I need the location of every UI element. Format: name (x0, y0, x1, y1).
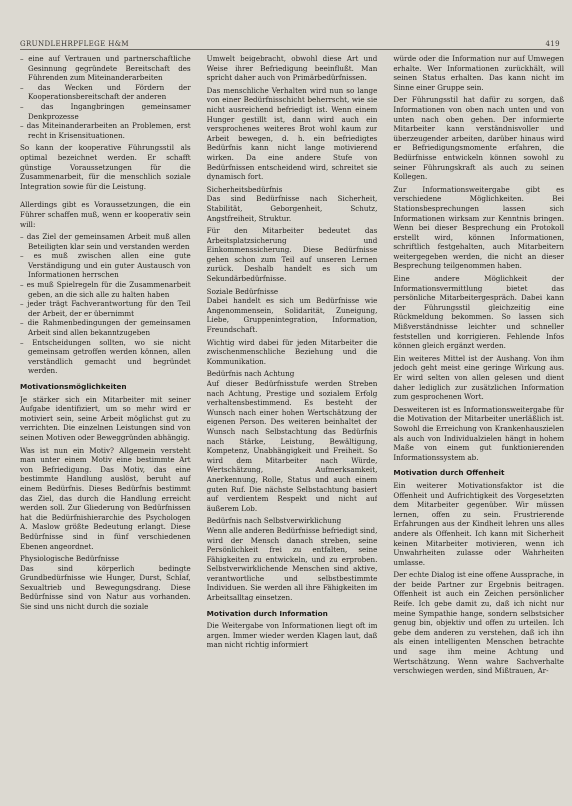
paragraph: Je stärker sich ein Mitarbeiter mit seiner Aufgabe identifiziert, um so mehr wird er motiviert sein, seine Arbeit möglichst gut zu verrichten. Die einzelnen Leistungen sind von seinen Motiven oder Beweggründen abhängig. (20, 394, 191, 442)
paragraph: Die Weitergabe von Informationen liegt oft im argen. Immer wieder werden Klagen laut, daß man nicht richtig informiert (206, 621, 378, 650)
list-item: – Entscheidungen sollten, wo sie nicht gemeinsam getroffen werden können, allen verständlich gemacht und begründet werden. (20, 338, 191, 376)
paragraph: Zur Informationsweitergabe gibt es verschiedene Möglichkeiten. Bei Stationsbesprechungen lassen sich Informationen wirksam zur Kenntnis bringen. Wenn bei dieser Besprechung ein Protokoll erstellt wird, können Informationen, schriftlich festgehalten, auch Mitarbeitern weitergegeben werden, die nicht an dieser Besprechung teilgenommen haben. (393, 184, 565, 271)
paragraph: Ein weiterer Motivationsfaktor ist die Offenheit und Aufrichtigkeit des Vorgesetzten dem Mitarbeiter gegenüber. Wir müssen lernen, offen zu sein. Frustrierende Erfahrungen aus der Kindheit lehren uns alles andere als Offenheit. Ich kann mit Sicherheit keinen Mitarbeiter motivieren, wenn ich Unwahrheiten zulasse oder Wahrheiten umlasse. (393, 480, 565, 567)
paragraph: Umwelt beigebracht, obwohl diese Art und Weise ihrer Befriedigung beeinflußt. Man spricht daher auch von Primärbedürfnissen. (206, 54, 378, 83)
list-item: – die Rahmenbedingungen der gemeinsamen Arbeit sind allen bekanntzugeben (20, 318, 191, 337)
column-2 (207, 54, 378, 802)
subsection-heading: Bedürfnis nach Selbstverwirklichung (206, 516, 342, 526)
subsection-heading: Soziale Bedürfnisse (206, 286, 279, 296)
paragraph: Für den Mitarbeiter bedeutet das Arbeitsplatzsicherung und Einkommenssicherung. Diese Bedürfnisse gehen schon zum Teil auf unseren Lernen zurück. Deshalb handelt es sich um Sekundärbedürfnisse. (206, 226, 378, 284)
list-item: – jeder trägt Fachverantwortung für den Teil der Arbeit, der er übernimmt (20, 299, 191, 318)
list-item: – das Ziel der gemeinsamen Arbeit muß allen Beteiligten klar sein und verstanden werden (20, 232, 191, 251)
paragraph: Was ist nun ein Motiv? Allgemein versteht man unter einem Motiv eine bestimmte Art von Befriedigung. Das Motiv, das eine bestimmte Handlung auslöst, beruht auf einem Bedürfnis. Dieses Bedürfnis bestimmt das Ziel, das durch die Handlung erreicht werden soll. Zur Gliederung von Bedürfnissen hat die Bedürfnishierarchie des Psychologen A. Maslow größte Bedeutung erlangt. Diese Bedürfnisse sind in fünf verschiedenen Ebenen angeordnet. (20, 445, 191, 551)
column-3 (393, 54, 564, 802)
list-item: – eine auf Vertrauen und partnerschaftliche Gesinnung gegründete Bereitschaft des Führenden zum Miteinanderarbeiten (20, 54, 191, 83)
paragraph: Ein weiteres Mittel ist der Aushang. Von ihm jedoch geht meist eine geringe Wirkung aus. Er wird selten von allen gelesen und dient daher lediglich zur zusätzlichen Information zum gesprochenen Wort. (393, 353, 565, 402)
section-heading: Motivation durch Information (206, 608, 328, 618)
list-item: – das Miteinanderarbeiten an Problemen, erst recht in Krisensituationen. (20, 121, 191, 140)
paragraph: Auf dieser Bedürfnisstufe werden Streben nach Achtung, Prestige und sozialem Erfolg verhaltensbestimmend. Es besteht der Wunsch nach einer hohen Wertschätzung der eigenen Person. Des weiteren beinhaltet der Wunsch nach Selbstachtung das Bedürfnis nach Stärke, Leistung, Bewältigung, Kompetenz, Unabhängigkeit und Freiheit. So wird dem Mitarbeiter nach Würde, Wertschätzung, Aufmerksamkeit, Anerkennung, Rolle, Status und auch einem guten Ruf. Die nächste Selbstachtung basiert auf verdientem Respekt und nicht auf äußerem Lob. (206, 379, 378, 513)
paragraph: würde oder die Information nur auf Umwegen erhalte. Wer Informationen zurückhält, will seinen Status erhalten. Das kann nicht im Sinne einer Gruppe sein. (393, 54, 565, 92)
text-columns (20, 54, 564, 802)
paragraph: Der echte Dialog ist eine offene Aussprache, in der beide Partner zur Ergebnis beitragen. Offenheit ist auch ein Zeichen persönlicher Reife. Ich gebe damit zu, daß ich nicht nur meine Sympathie hange, sondern selbstsicher genug bin, objektiv und offen zu urteilen. Ich gebe dem anderen zu verstehen, daß ich ihn als einen intelligenten Menschen betrachte und sage ihm meine Achtung und Wertschätzung. Wenn wahre Sachverhalte verschwiegen werden, sind Mißtrauen, Ar- (393, 570, 565, 676)
bullet-list (20, 54, 191, 140)
list-item: – es muß Spielregeln für die Zusammenarbeit geben, an die sich alle zu halten haben (20, 280, 191, 299)
paragraph: Das sind Bedürfnisse nach Sicherheit, Stabilität, Geborgenheit, Schutz, Angstfreiheit, Struktur. (206, 194, 378, 223)
paragraph: Desweiteren ist es Informationsweitergabe für die Motivation der Mitarbeiter unerläßlich ist. Sowohl die Erreichung von Krankenhauszielen als auch von Individualzielen hängt in hohem Maße von einem gut funktionierenden Informationssystem ab. (393, 404, 565, 462)
list-item: – es muß zwischen allen eine gute Verständigung und ein guter Austausch von Informationen herrschen (20, 251, 191, 280)
list-item: – das Ingangbringen gemeinsamer Denkprozesse (20, 102, 191, 121)
page-number: 419 (545, 40, 560, 48)
paragraph: So kann der kooperative Führungsstil als optimal bezeichnet werden. Er schafft günstige Voraussetzungen für die Zusammenarbeit, für die menschlich soziale Integration sowie für die Leistung. (20, 143, 191, 191)
paragraph: Wenn alle anderen Bedürfnisse befriedigt sind, wird der Mensch danach streben, seine Persönlichkeit frei zu entfalten, seine Fähigkeiten zu entwickeln, und zu erproben. Selbstverwirklichende Menschen sind aktive, verantwortliche und selbstbestimmte Individuen. Sie werden all ihre Fähigkeiten im Arbeitsalltag einsetzen. (206, 525, 378, 603)
running-header (20, 36, 560, 50)
bullet-list (20, 232, 191, 376)
column-1 (20, 54, 191, 802)
paragraph: Das menschliche Verhalten wird nun so lange von einer Bedürfnisschicht beherrscht, wie sie nicht ausreichend befriedigt ist. Wenn einem Hunger gestillt ist, dann wird auch ein versprochenes weiteres Brot wohl kaum zur Arbeit bewegen, d. h. ein befriedigtes Bedürfnis kann nicht lange motivierend wirken. Da eine andere Stufe von Bedürfnissen entscheidend wird, schreitet sie dynamisch fort. (206, 85, 378, 182)
section-heading: Motivationsmöglichkeiten (20, 382, 127, 391)
subsection-heading: Bedürfnis nach Achtung (206, 369, 295, 379)
paragraph: Der Führungsstil hat dafür zu sorgen, daß Informationen von oben nach unten und von unten nach oben gehen. Der informierte Mitarbeiter kann verständnisvoller und überzeugender arbeiten, darüber hinaus wird er Befriedigungsmomente erfahren, die Bedürfnisse entwickeln können sowohl zu seiner Führungskraft als auch zu seinen Kollegen. (393, 95, 565, 182)
subsection-heading: Sicherheitsbedürfnis (206, 184, 283, 194)
paragraph: Dabei handelt es sich um Bedürfnisse wie Angenommensein, Solidarität, Zuneigung, Liebe, Gruppenintegration, Information, Freundschaft. (206, 296, 378, 335)
subsection-heading: Physiologische Bedürfnisse (20, 554, 120, 564)
list-item: – das Wecken und Fördern der Kooperationsbereitschaft der anderen (20, 83, 191, 102)
paragraph: Eine andere Möglichkeit der Informationsvermittlung bietet das persönliche Mitarbeitergespräch. Dabei kann der Führungsstil gleichzeitig eine Rückmeldung bekommen. So lassen sich Mißverständnisse leichter und schneller feststellen und korrigieren. Fehlende Infos können gleich ergänzt werden. (393, 274, 565, 351)
header-title: GRUNDLEHRPFLEGE H&M (20, 40, 129, 48)
section-heading: Motivation durch Offenheit (393, 468, 505, 478)
paragraph: Wichtig wird dabei für jeden Mitarbeiter die zwischenmenschliche Beziehung und die Kommunikation. (206, 337, 378, 366)
paragraph: Allerdings gibt es Voraussetzungen, die ein Führer schaffen muß, wenn er kooperativ sein will: (20, 200, 191, 229)
paragraph: Das sind körperlich bedingte Grundbedürfnisse wie Hunger, Durst, Schlaf, Sexualtrieb und Bewegungsdrang. Diese Bedürfnisse sind von Natur aus vorhanden. Sie sind uns nicht durch die soziale (20, 563, 191, 612)
